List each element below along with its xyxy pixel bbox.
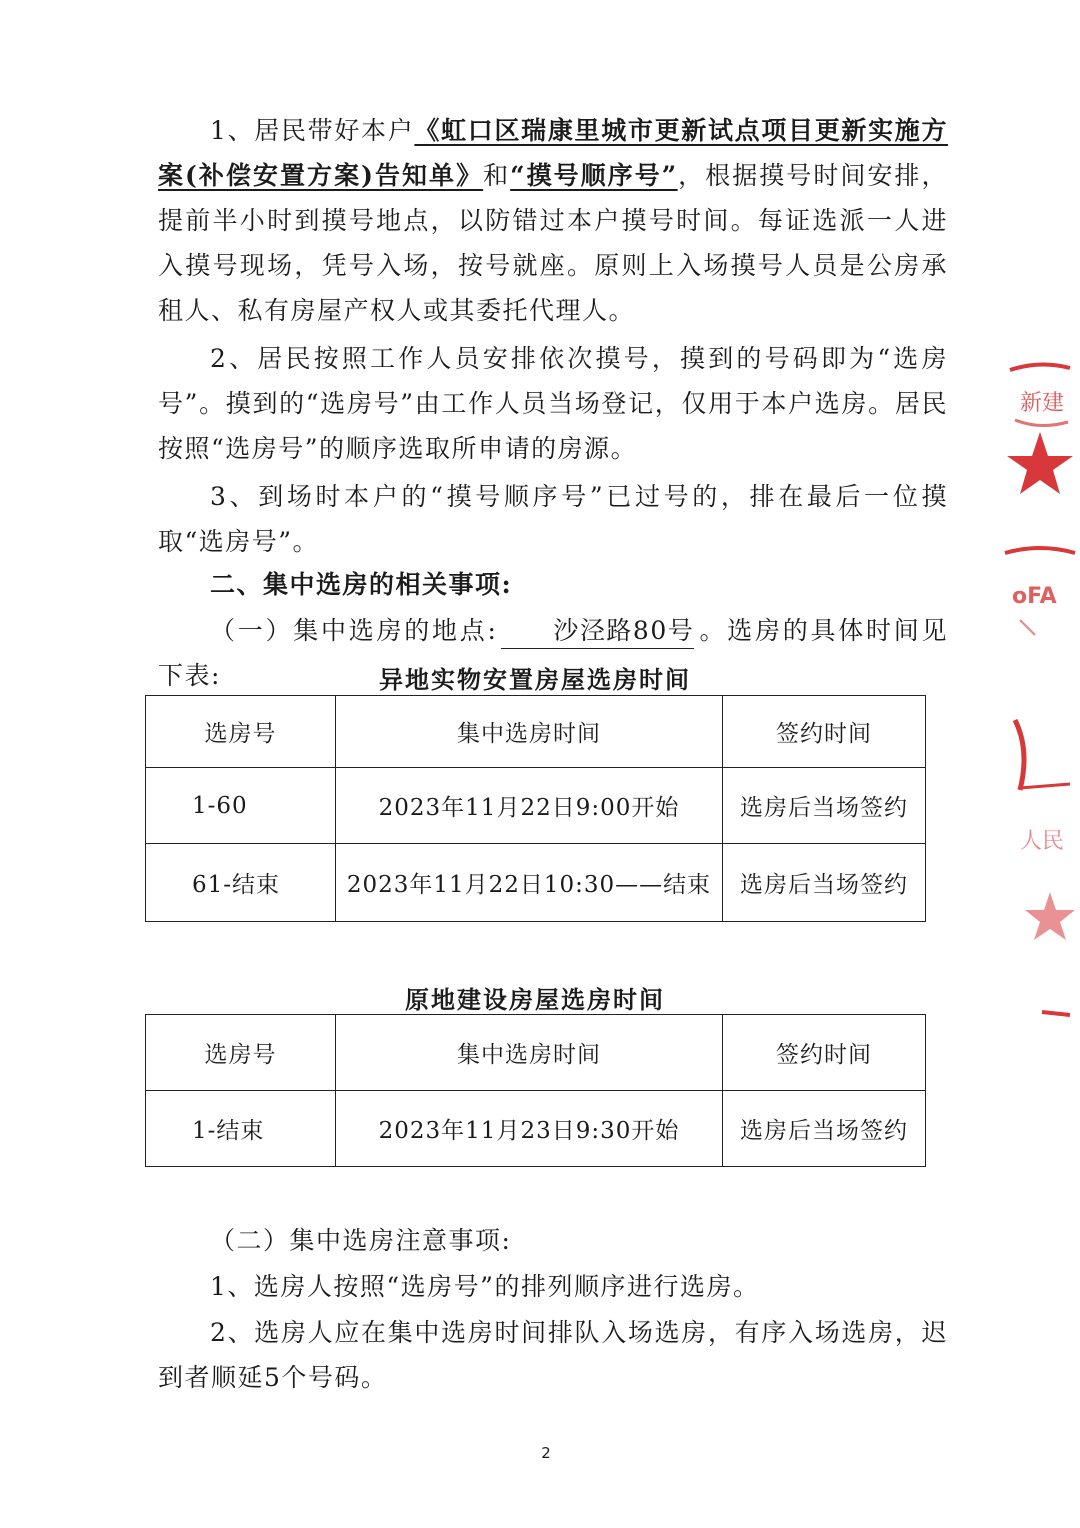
note-1: 1、选房人按照“选房号”的排列顺序进行选房。 <box>210 1272 760 1301</box>
table2-header-cell: 签约时间 <box>723 1015 926 1091</box>
svg-text:oFA: oFA <box>1012 584 1057 609</box>
table-cell: 2023年11月22日10:30——结束 <box>336 844 723 922</box>
p1-rest: ，根据摸号时间安排，提前半小时到摸号地点，以防错过本户摸号时间。每证选派一人进入摸号现场，凭号入场，按号就座。原则上入场摸号人员是公房承租人、私有房屋产权人或其委托代理人。 <box>158 161 948 325</box>
paragraph-3: 3、到场时本户的“摸号顺序号”已过号的，排在最后一位摸取“选房号”。 <box>158 482 948 556</box>
location-suffix: 。选房的具体时间见下表: <box>158 616 948 690</box>
note-2: 2、选房人应在集中选房时间排队入场选房，有序入场选房，迟到者顺延5个号码。 <box>158 1318 948 1392</box>
svg-text:新建: 新建 <box>1020 391 1065 416</box>
table-cell: 2023年11月23日9:30开始 <box>336 1091 723 1167</box>
page-number: 2 <box>541 1444 551 1462</box>
table-cell: 选房后当场签约 <box>723 844 926 922</box>
table2 <box>145 1014 926 1167</box>
table-row <box>146 844 926 922</box>
svg-text:人民: 人民 <box>1020 829 1065 854</box>
table-row <box>146 768 926 844</box>
seal-fragment-bottom-icon <box>990 700 1080 1030</box>
section-2-heading: 二、集中选房的相关事项: <box>210 570 513 599</box>
table1-header-row <box>146 696 926 768</box>
notes-heading: （二）集中选房注意事项: <box>210 1226 512 1255</box>
table1-title: 异地实物安置房屋选房时间 <box>379 665 691 694</box>
table-row <box>146 1091 926 1167</box>
location-prefix: （一）集中选房的地点: <box>210 616 498 645</box>
table1-header-cell: 选房号 <box>146 696 336 768</box>
table1 <box>145 695 926 922</box>
p1-conj: 和 <box>483 161 511 190</box>
seal-fragment-mid-icon <box>990 545 1080 675</box>
table-cell: 1-60 <box>146 768 336 844</box>
p1-doc-title: 《虹口区瑞康里城市更新试点项目更新实施方案(补偿安置方案)告知单》 <box>158 116 948 190</box>
p1-prefix: 1、居民带好本户 <box>210 116 415 145</box>
p1-draw-order: “摸号顺序号” <box>510 161 678 190</box>
table2-header-row <box>146 1015 926 1091</box>
table1-header-cell: 签约时间 <box>723 696 926 768</box>
table1-header-cell: 集中选房时间 <box>336 696 723 768</box>
table2-title: 原地建设房屋选房时间 <box>405 985 665 1014</box>
table-cell: 选房后当场签约 <box>723 768 926 844</box>
paragraph-2: 2、居民按照工作人员安排依次摸号，摸到的号码即为“选房号”。摸到的“选房号”由工作人员当场登记，仅用于本户选房。居民按照“选房号”的顺序选取所申请的房源。 <box>158 344 948 463</box>
table2-header-cell: 集中选房时间 <box>336 1015 723 1091</box>
paragraph-1 <box>158 108 948 333</box>
table-cell: 2023年11月22日9:00开始 <box>336 768 723 844</box>
seal-fragment-top-icon <box>990 360 1080 500</box>
table-cell: 1-结束 <box>146 1091 336 1167</box>
location-value: 沙泾路80号 <box>501 614 694 649</box>
table2-header-cell: 选房号 <box>146 1015 336 1091</box>
table-cell: 61-结束 <box>146 844 336 922</box>
table-cell: 选房后当场签约 <box>723 1091 926 1167</box>
